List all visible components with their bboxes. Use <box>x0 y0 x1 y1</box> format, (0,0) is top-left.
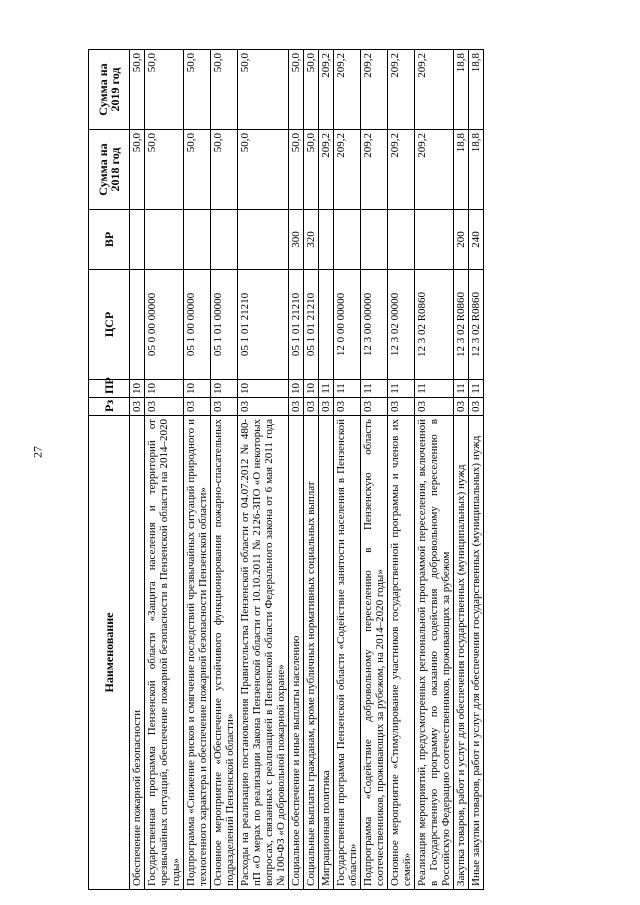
cell-sum-2018: 209,2 <box>388 130 415 210</box>
cell-rz: 03 <box>130 398 145 416</box>
table-row <box>388 50 415 890</box>
table-row <box>145 50 184 890</box>
header-sum-2018: Сумма на 2018 год <box>89 130 130 210</box>
table-body <box>130 50 484 890</box>
cell-name: Подпрограмма «Содействие добровольному переселению в Пензенскую область соотечественников, проживающих за рубежом, на 2014–2020 годы» <box>361 416 388 890</box>
cell-vr <box>361 210 388 270</box>
cell-vr <box>238 210 289 270</box>
cell-pr: 11 <box>469 380 484 398</box>
cell-pr: 10 <box>211 380 238 398</box>
cell-sum-2019: 50,0 <box>211 50 238 130</box>
cell-name: Расходы на реализацию постановления Правительства Пензенской области от 04.07.2012 № 480-пП «О мерах по реализации Закона Пензенской области от 10.10.2011 № 2126-ЗПО «О некоторых вопросах, связанных с реализацией в Пензенской области Федерального закона от 6 мая 2011 года № 100-ФЗ «О добровольной пожарной охране» <box>238 416 289 890</box>
cell-pr: 10 <box>130 380 145 398</box>
cell-csr: 05 1 01 21210 <box>238 270 289 380</box>
cell-csr <box>130 270 145 380</box>
cell-csr: 05 1 01 21210 <box>289 270 304 380</box>
cell-vr <box>211 210 238 270</box>
table-row <box>469 50 484 890</box>
cell-name: Государственная программа Пензенской области «Содействие занятости населения в Пензенской области» <box>334 416 361 890</box>
header-vr: ВР <box>89 210 130 270</box>
cell-csr: 12 3 02 R0860 <box>454 270 469 380</box>
header-rz: Рз <box>89 398 130 416</box>
cell-sum-2018: 50,0 <box>211 130 238 210</box>
cell-sum-2019: 209,2 <box>319 50 334 130</box>
cell-vr: 300 <box>289 210 304 270</box>
cell-sum-2018: 50,0 <box>238 130 289 210</box>
table-row <box>130 50 145 890</box>
cell-rz: 03 <box>469 398 484 416</box>
cell-sum-2019: 209,2 <box>388 50 415 130</box>
cell-csr: 12 3 02 R0860 <box>469 270 484 380</box>
cell-name: Миграционная политика <box>319 416 334 890</box>
table-header-row <box>89 50 130 890</box>
cell-name: Основное мероприятие «Стимулирование участников государственной программы и членов их семей» <box>388 416 415 890</box>
cell-vr <box>334 210 361 270</box>
header-pr: ПР <box>89 380 130 398</box>
cell-vr <box>319 210 334 270</box>
cell-sum-2019: 18,8 <box>469 50 484 130</box>
cell-vr <box>130 210 145 270</box>
cell-vr: 240 <box>469 210 484 270</box>
table-row <box>211 50 238 890</box>
cell-sum-2018: 50,0 <box>184 130 211 210</box>
table-row <box>304 50 319 890</box>
cell-vr: 200 <box>454 210 469 270</box>
cell-pr: 10 <box>184 380 211 398</box>
header-csr: ЦСР <box>89 270 130 380</box>
table-row <box>319 50 334 890</box>
cell-pr: 11 <box>319 380 334 398</box>
cell-csr: 05 1 01 00000 <box>211 270 238 380</box>
table-row <box>289 50 304 890</box>
cell-pr: 10 <box>238 380 289 398</box>
cell-rz: 03 <box>304 398 319 416</box>
cell-sum-2018: 50,0 <box>289 130 304 210</box>
cell-sum-2018: 18,8 <box>454 130 469 210</box>
cell-pr: 11 <box>454 380 469 398</box>
cell-sum-2018: 209,2 <box>415 130 454 210</box>
header-name: Наименование <box>89 416 130 890</box>
cell-sum-2019: 50,0 <box>145 50 184 130</box>
cell-pr: 11 <box>415 380 454 398</box>
page-number: 27 <box>30 446 45 458</box>
cell-name: Обеспечение пожарной безопасности <box>130 416 145 890</box>
cell-vr <box>145 210 184 270</box>
table-row <box>361 50 388 890</box>
cell-sum-2019: 50,0 <box>238 50 289 130</box>
cell-sum-2019: 18,8 <box>454 50 469 130</box>
cell-csr: 12 3 02 00000 <box>388 270 415 380</box>
cell-csr: 12 0 00 00000 <box>334 270 361 380</box>
cell-vr <box>184 210 211 270</box>
rotated-page-content <box>88 50 608 890</box>
table-row <box>184 50 211 890</box>
table-row <box>454 50 469 890</box>
cell-sum-2018: 50,0 <box>130 130 145 210</box>
cell-rz: 03 <box>454 398 469 416</box>
table-row <box>334 50 361 890</box>
cell-csr <box>319 270 334 380</box>
cell-sum-2018: 209,2 <box>361 130 388 210</box>
cell-name: Социальное обеспечение и иные выплаты населению <box>289 416 304 890</box>
cell-pr: 10 <box>304 380 319 398</box>
cell-sum-2019: 50,0 <box>304 50 319 130</box>
cell-rz: 03 <box>334 398 361 416</box>
header-sum-2019: Сумма на 2019 год <box>89 50 130 130</box>
cell-sum-2019: 50,0 <box>130 50 145 130</box>
cell-sum-2018: 209,2 <box>319 130 334 210</box>
cell-pr: 11 <box>361 380 388 398</box>
cell-rz: 03 <box>184 398 211 416</box>
table-row <box>415 50 454 890</box>
cell-sum-2018: 50,0 <box>304 130 319 210</box>
cell-pr: 11 <box>334 380 361 398</box>
cell-rz: 03 <box>289 398 304 416</box>
cell-pr: 10 <box>289 380 304 398</box>
cell-name: Иные закупки товаров, работ и услуг для обеспечения государственных (муниципальных) нужд <box>469 416 484 890</box>
cell-csr: 05 1 01 21210 <box>304 270 319 380</box>
cell-rz: 03 <box>238 398 289 416</box>
table-row <box>238 50 289 890</box>
cell-name: Закупка товаров, работ и услуг для обеспечения государственных (муниципальных) нужд <box>454 416 469 890</box>
cell-sum-2018: 18,8 <box>469 130 484 210</box>
cell-sum-2019: 50,0 <box>289 50 304 130</box>
cell-pr: 11 <box>388 380 415 398</box>
cell-csr: 05 1 00 00000 <box>184 270 211 380</box>
cell-rz: 03 <box>415 398 454 416</box>
cell-rz: 03 <box>388 398 415 416</box>
cell-csr: 12 3 02 R0860 <box>415 270 454 380</box>
cell-name: Социальные выплаты гражданам, кроме публичных нормативных социальных выплат <box>304 416 319 890</box>
cell-rz: 03 <box>145 398 184 416</box>
cell-rz: 03 <box>319 398 334 416</box>
cell-sum-2019: 209,2 <box>361 50 388 130</box>
cell-rz: 03 <box>361 398 388 416</box>
cell-rz: 03 <box>211 398 238 416</box>
cell-vr: 320 <box>304 210 319 270</box>
budget-table <box>88 49 484 890</box>
cell-pr: 10 <box>145 380 184 398</box>
cell-name: Реализация мероприятий, предусмотренных региональной программой переселения, включенной в Государственную программу по оказанию содействия добровольному переселению в Российскую Федерацию соотечественников, проживающих за рубежом <box>415 416 454 890</box>
cell-sum-2019: 50,0 <box>184 50 211 130</box>
cell-vr <box>415 210 454 270</box>
cell-name: Государственная программа Пензенской области «Защита населения и территорий от чрезвычайных ситуаций, обеспечение пожарной безопасности в Пензенской области на 2014–2020 годы» <box>145 416 184 890</box>
cell-sum-2018: 50,0 <box>145 130 184 210</box>
cell-vr <box>388 210 415 270</box>
cell-name: Основное мероприятие «Обеспечение устойчивого функционирования пожарно-спасательных подразделений Пензенской области» <box>211 416 238 890</box>
cell-name: Подпрограмма «Снижение рисков и смягчение последствий чрезвычайных ситуаций природного и техногенного характера и обеспечение пожарной безопасности Пензенской области» <box>184 416 211 890</box>
cell-csr: 05 0 00 00000 <box>145 270 184 380</box>
cell-sum-2018: 209,2 <box>334 130 361 210</box>
cell-sum-2019: 209,2 <box>415 50 454 130</box>
cell-sum-2019: 209,2 <box>334 50 361 130</box>
cell-csr: 12 3 00 00000 <box>361 270 388 380</box>
